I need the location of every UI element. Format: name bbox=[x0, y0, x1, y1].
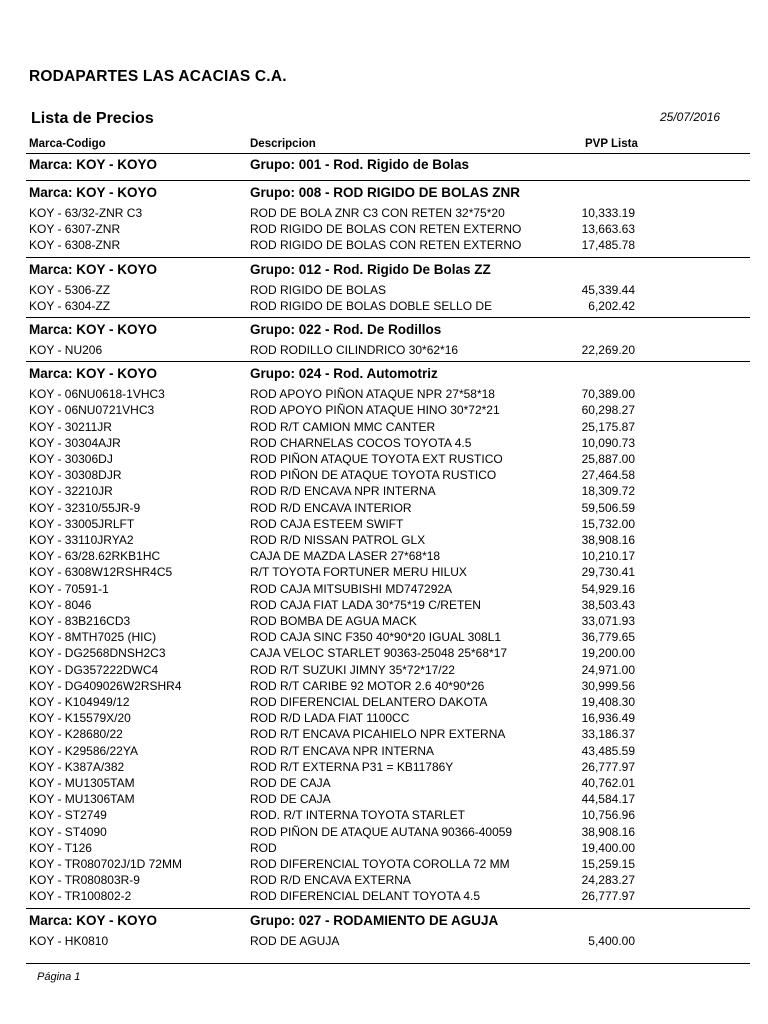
table-row bbox=[0, 808, 768, 824]
table-row bbox=[0, 501, 768, 517]
item-description: ROD R/T ENCAVA PICAHIELO NPR EXTERNA bbox=[250, 727, 506, 742]
table-row bbox=[0, 776, 768, 792]
item-code: KOY - 70591-1 bbox=[29, 581, 109, 596]
table-row bbox=[0, 744, 768, 760]
group-title: Grupo: 024 - Rod. Automotriz bbox=[250, 366, 438, 382]
item-price: 26,777.97 bbox=[581, 889, 635, 904]
item-description: ROD R/T SUZUKI JIMNY 35*72*17/22 bbox=[250, 662, 455, 677]
item-description: ROD R/D LADA FIAT 1100CC bbox=[250, 711, 410, 726]
table-row bbox=[0, 934, 768, 950]
item-code: KOY - TR080702J/1D 72MM bbox=[29, 857, 182, 871]
item-code: KOY - DG357222DWC4 bbox=[29, 662, 159, 677]
group-brand: Marca: KOY - KOYO bbox=[29, 157, 158, 172]
table-row bbox=[0, 873, 768, 889]
item-price: 36,779.65 bbox=[581, 630, 635, 645]
item-description: ROD DIFERENCIAL DELANT TOYOTA 4.5 bbox=[250, 889, 481, 904]
group-title: Grupo: 027 - RODAMIENTO DE AGUJA bbox=[250, 912, 499, 928]
table-row bbox=[0, 760, 768, 776]
item-code: KOY - T126 bbox=[29, 840, 92, 855]
table-row bbox=[0, 663, 768, 679]
table-row bbox=[0, 238, 768, 254]
item-price: 19,408.30 bbox=[581, 695, 635, 709]
item-price: 24,971.00 bbox=[581, 662, 635, 677]
item-price: 17,485.78 bbox=[581, 238, 635, 253]
item-code: KOY - 6307-ZNR bbox=[29, 222, 121, 237]
item-description: ROD CAJA MITSUBISHI MD747292A bbox=[250, 581, 453, 596]
item-price: 25,175.87 bbox=[581, 419, 635, 434]
item-price: 54,929.16 bbox=[581, 581, 635, 596]
item-code: KOY - 6308W12RSHR4C5 bbox=[29, 565, 173, 580]
item-price: 6,202.42 bbox=[588, 298, 635, 313]
table-row bbox=[0, 549, 768, 565]
item-code: KOY - MU1305TAM bbox=[29, 776, 135, 790]
table-row bbox=[0, 283, 768, 299]
group-divider bbox=[26, 317, 750, 318]
item-price: 60,298.27 bbox=[581, 403, 635, 418]
item-code: KOY - K29586/22YA bbox=[29, 743, 138, 758]
item-description: ROD CAJA ESTEEM SWIFT bbox=[250, 516, 404, 531]
table-row bbox=[0, 614, 768, 630]
item-price: 22,269.20 bbox=[581, 343, 635, 357]
item-code: KOY - 30308DJR bbox=[29, 468, 122, 483]
table-row bbox=[0, 582, 768, 598]
item-description: ROD RODILLO CILINDRICO 30*62*16 bbox=[250, 343, 459, 357]
table-row bbox=[0, 711, 768, 727]
item-code: KOY - 33110JRYA2 bbox=[29, 533, 134, 547]
footer-divider bbox=[26, 963, 750, 964]
table-row bbox=[0, 517, 768, 533]
item-price: 70,389.00 bbox=[581, 387, 635, 402]
item-code: KOY - 83B216CD3 bbox=[29, 614, 131, 628]
item-description: ROD DIFERENCIAL TOYOTA COROLLA 72 MM bbox=[250, 857, 510, 871]
item-code: KOY - DG2568DNSH2C3 bbox=[29, 646, 166, 661]
table-row bbox=[0, 630, 768, 646]
item-description: ROD R/T ENCAVA NPR INTERNA bbox=[250, 743, 435, 758]
item-description: ROD BOMBA DE AGUA MACK bbox=[250, 614, 417, 628]
item-code: KOY - TR080803R-9 bbox=[29, 873, 140, 888]
item-price: 18,309.72 bbox=[581, 484, 635, 499]
item-code: KOY - 63/32-ZNR C3 bbox=[29, 206, 143, 220]
table-row bbox=[0, 387, 768, 403]
item-description: ROD APOYO PIÑON ATAQUE NPR 27*58*18 bbox=[250, 387, 495, 402]
item-description: ROD CAJA SINC F350 40*90*20 IGUAL 308L1 bbox=[250, 630, 502, 645]
item-price: 29,730.41 bbox=[581, 565, 635, 580]
document-date: 25/07/2016 bbox=[660, 110, 721, 124]
item-description: CAJA VELOC STARLET 90363-25048 25*68*17 bbox=[250, 646, 508, 661]
table-row bbox=[0, 403, 768, 419]
item-price: 38,908.16 bbox=[581, 824, 635, 839]
table-row bbox=[0, 857, 768, 873]
item-description: ROD DE CAJA bbox=[250, 776, 331, 790]
group-brand: Marca: KOY - KOYO bbox=[29, 322, 158, 337]
item-description: ROD R/T CAMION MMC CANTER bbox=[250, 419, 436, 434]
item-code: KOY - ST2749 bbox=[29, 808, 107, 823]
header-divider bbox=[26, 153, 750, 154]
item-description: CAJA DE MAZDA LASER 27*68*18 bbox=[250, 549, 441, 564]
item-description: ROD DE AGUJA bbox=[250, 933, 340, 948]
table-row bbox=[0, 206, 768, 222]
item-code: KOY - DG409026W2RSHR4 bbox=[29, 678, 182, 693]
item-code: KOY - 33005JRLFT bbox=[29, 516, 135, 531]
column-header-price: PVP Lista bbox=[585, 138, 638, 150]
item-price: 43,485.59 bbox=[581, 743, 635, 758]
group-divider bbox=[26, 361, 750, 362]
table-row bbox=[0, 792, 768, 808]
group-divider bbox=[26, 180, 750, 181]
item-description: ROD. R/T INTERNA TOYOTA STARLET bbox=[250, 808, 465, 823]
group-title: Grupo: 008 - ROD RIGIDO DE BOLAS ZNR bbox=[250, 185, 521, 200]
item-description: ROD RIGIDO DE BOLAS CON RETEN EXTERNO bbox=[250, 222, 522, 237]
table-row bbox=[0, 565, 768, 581]
item-code: KOY - K387A/382 bbox=[29, 759, 125, 774]
item-code: KOY - K104949/12 bbox=[29, 695, 130, 709]
item-description: ROD R/D NISSAN PATROL GLX bbox=[250, 533, 426, 547]
column-header-code: Marca-Codigo bbox=[29, 138, 106, 150]
item-description: ROD DE BOLA ZNR C3 CON RETEN 32*75*20 bbox=[250, 206, 505, 220]
group-brand: Marca: KOY - KOYO bbox=[29, 185, 158, 200]
document-title: Lista de Precios bbox=[31, 110, 154, 127]
item-price: 13,663.63 bbox=[581, 222, 635, 237]
item-price: 25,887.00 bbox=[581, 452, 635, 466]
item-price: 30,999.56 bbox=[581, 678, 635, 693]
item-price: 33,071.93 bbox=[581, 614, 635, 628]
item-price: 10,756.96 bbox=[581, 808, 635, 823]
item-code: KOY - 32210JR bbox=[29, 484, 113, 499]
table-row bbox=[0, 452, 768, 468]
item-description: ROD DE CAJA bbox=[250, 792, 331, 807]
item-code: KOY - 8MTH7025 (HIC) bbox=[29, 630, 157, 645]
item-price: 5,400.00 bbox=[588, 933, 635, 948]
item-code: KOY - 32310/55JR-9 bbox=[29, 500, 141, 515]
item-description: ROD RIGIDO DE BOLAS bbox=[250, 282, 387, 297]
item-price: 45,339.44 bbox=[581, 282, 635, 297]
table-row bbox=[0, 598, 768, 614]
item-description: ROD CAJA FIAT LADA 30*75*19 C/RETEN bbox=[250, 597, 481, 612]
table-row bbox=[0, 468, 768, 484]
item-code: KOY - 06NU0618-1VHC3 bbox=[29, 387, 165, 402]
item-code: KOY - ST4090 bbox=[29, 824, 107, 839]
page-number: Página 1 bbox=[37, 971, 81, 983]
column-header-description: Descripcion bbox=[250, 138, 316, 150]
item-price: 19,200.00 bbox=[581, 646, 635, 661]
item-code: KOY - HK0810 bbox=[29, 933, 109, 948]
group-divider bbox=[26, 908, 750, 909]
item-description: ROD RIGIDO DE BOLAS CON RETEN EXTERNO bbox=[250, 238, 522, 253]
group-title: Grupo: 012 - Rod. Rigido De Bolas ZZ bbox=[250, 261, 491, 277]
item-price: 16,936.49 bbox=[581, 711, 635, 726]
item-price: 40,762.01 bbox=[581, 776, 635, 790]
item-code: KOY - 63/28.62RKB1HC bbox=[29, 549, 161, 564]
item-description: ROD DIFERENCIAL DELANTERO DAKOTA bbox=[250, 695, 488, 709]
item-code: KOY - 30306DJ bbox=[29, 452, 113, 466]
group-brand: Marca: KOY - KOYO bbox=[29, 366, 158, 382]
item-code: KOY - 5306-ZZ bbox=[29, 282, 111, 297]
item-price: 10,333.19 bbox=[581, 206, 635, 220]
item-code: KOY - 6304-ZZ bbox=[29, 298, 111, 313]
item-code: KOY - 06NU0721VHC3 bbox=[29, 403, 155, 418]
group-brand: Marca: KOY - KOYO bbox=[29, 261, 158, 277]
item-description: ROD R/T CARIBE 92 MOTOR 2.6 40*90*26 bbox=[250, 678, 485, 693]
table-row bbox=[0, 420, 768, 436]
item-code: KOY - K15579X/20 bbox=[29, 711, 131, 726]
item-description: R/T TOYOTA FORTUNER MERU HILUX bbox=[250, 565, 467, 580]
item-code: KOY - K28680/22 bbox=[29, 727, 123, 742]
item-price: 38,503.43 bbox=[581, 597, 635, 612]
item-description: ROD APOYO PIÑON ATAQUE HINO 30*72*21 bbox=[250, 403, 500, 418]
item-description: ROD R/D ENCAVA NPR INTERNA bbox=[250, 484, 436, 499]
table-row bbox=[0, 727, 768, 743]
table-row bbox=[0, 679, 768, 695]
item-price: 15,732.00 bbox=[581, 516, 635, 531]
table-row bbox=[0, 825, 768, 841]
item-price: 59,506.59 bbox=[581, 500, 635, 515]
item-description: ROD PIÑON DE ATAQUE AUTANA 90366-40059 bbox=[250, 824, 513, 839]
item-price: 26,777.97 bbox=[581, 759, 635, 774]
item-price: 10,090.73 bbox=[581, 435, 635, 450]
group-title: Grupo: 001 - Rod. Rigido de Bolas bbox=[250, 157, 470, 172]
item-code: KOY - MU1306TAM bbox=[29, 792, 135, 807]
item-code: KOY - 6308-ZNR bbox=[29, 238, 121, 253]
item-description: ROD bbox=[250, 840, 277, 855]
item-code: KOY - 8046 bbox=[29, 597, 92, 612]
item-code: KOY - 30211JR bbox=[29, 419, 112, 434]
item-description: ROD PIÑON ATAQUE TOYOTA EXT RUSTICO bbox=[250, 452, 503, 466]
item-description: ROD R/D ENCAVA INTERIOR bbox=[250, 500, 412, 515]
item-price: 24,283.27 bbox=[581, 873, 635, 888]
item-code: KOY - NU206 bbox=[29, 343, 103, 357]
table-row bbox=[0, 695, 768, 711]
item-description: ROD RIGIDO DE BOLAS DOBLE SELLO DE bbox=[250, 298, 493, 313]
table-row bbox=[0, 889, 768, 905]
item-description: ROD CHARNELAS COCOS TOYOTA 4.5 bbox=[250, 435, 472, 450]
table-row bbox=[0, 646, 768, 662]
item-code: KOY - TR100802-2 bbox=[29, 889, 132, 904]
table-row bbox=[0, 299, 768, 315]
item-description: ROD R/D ENCAVA EXTERNA bbox=[250, 873, 411, 888]
table-row bbox=[0, 222, 768, 238]
group-brand: Marca: KOY - KOYO bbox=[29, 912, 158, 928]
item-price: 10,210.17 bbox=[581, 549, 635, 564]
item-code: KOY - 30304AJR bbox=[29, 435, 121, 450]
table-row bbox=[0, 484, 768, 500]
item-price: 33,186.37 bbox=[581, 727, 635, 742]
item-description: ROD PIÑON DE ATAQUE TOYOTA RUSTICO bbox=[250, 468, 497, 483]
group-title: Grupo: 022 - Rod. De Rodillos bbox=[250, 322, 442, 337]
group-divider bbox=[26, 257, 750, 258]
item-price: 27,464.58 bbox=[581, 468, 635, 483]
table-row bbox=[0, 841, 768, 857]
item-description: ROD R/T EXTERNA P31 = KB11786Y bbox=[250, 759, 454, 774]
item-price: 38,908.16 bbox=[581, 533, 635, 547]
item-price: 15,259.15 bbox=[581, 857, 635, 871]
table-row bbox=[0, 533, 768, 549]
item-price: 19,400.00 bbox=[581, 840, 635, 855]
table-row bbox=[0, 343, 768, 359]
company-name: RODAPARTES LAS ACACIAS C.A. bbox=[29, 68, 287, 85]
table-row bbox=[0, 436, 768, 452]
item-price: 44,584.17 bbox=[581, 792, 635, 807]
